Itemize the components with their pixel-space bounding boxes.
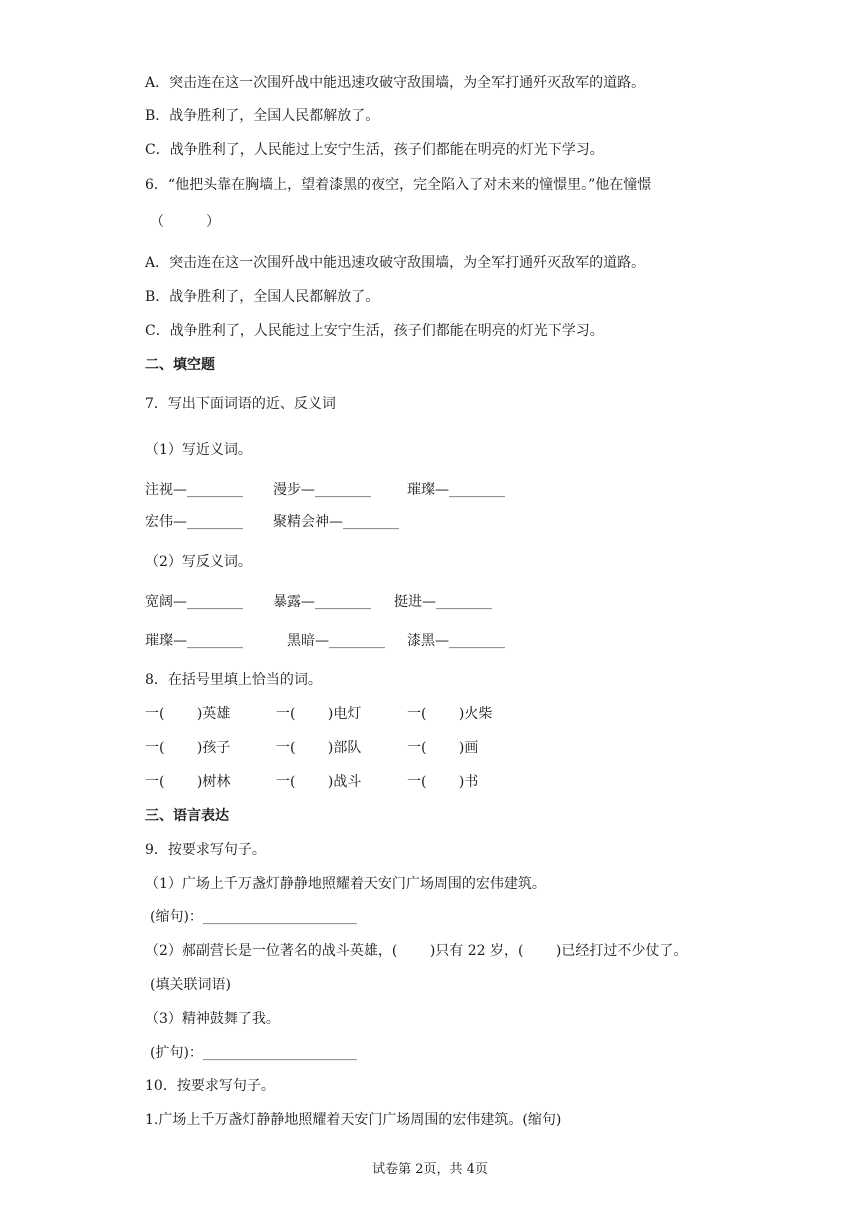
q5-option-c: C．战争胜利了，人民能过上安宁生活，孩子们都能在明亮的灯光下学习。 (145, 142, 604, 158)
q7-antonym: 暴露—________ (273, 594, 371, 610)
q9-part1-answer: (缩句)：______________________ (150, 909, 357, 925)
q8-item: 一( )书 (407, 774, 479, 790)
section-3-title: 三、语言表达 (145, 808, 229, 824)
q8-item: 一( )孩子 (145, 740, 231, 756)
q7-antonym: 璀璨—________ (145, 633, 243, 649)
q10-item1: 1.广场上千万盏灯静静地照耀着天安门广场周围的宏伟建筑。(缩句) (145, 1112, 562, 1128)
q6-option-a: A．突击连在这一次围歼战中能迅速攻破守敌围墙，为全军打通歼灭敌军的道路。 (145, 255, 646, 271)
q8-item: 一( )英雄 (145, 706, 231, 722)
q7-antonym: 宽阔—________ (145, 594, 243, 610)
q7-synonym: 聚精会神—________ (273, 514, 399, 530)
q8-item: 一( )部队 (276, 740, 362, 756)
q7-antonym: 黑暗—________ (287, 633, 385, 649)
q6-blank: （ ） (150, 214, 220, 230)
page-footer: 试卷第 2页，共 4页 (372, 1162, 488, 1177)
q7-synonym: 漫步—________ (273, 482, 371, 498)
q6-option-b: B．战争胜利了，全国人民都解放了。 (145, 289, 380, 305)
q8-item: 一( )火柴 (407, 706, 493, 722)
q10-stem: 10．按要求写句子。 (145, 1078, 275, 1094)
q9-part3-answer: (扩句)：______________________ (150, 1045, 357, 1061)
q9-part2-note: (填关联词语) (150, 977, 231, 993)
q9-part1: （1）广场上千万盏灯静静地照耀着天安门广场周围的宏伟建筑。 (145, 876, 546, 892)
q8-item: 一( )电灯 (276, 706, 362, 722)
q8-item: 一( )画 (407, 740, 479, 756)
q7-synonym: 璀璨—________ (407, 482, 505, 498)
q9-part3: （3）精神鼓舞了我。 (145, 1011, 280, 1027)
q7-antonym: 漆黑—________ (407, 633, 505, 649)
q7-synonym: 宏伟—________ (145, 514, 243, 530)
section-2-title: 二、填空题 (145, 357, 215, 373)
q9-stem: 9．按要求写句子。 (145, 842, 266, 858)
q6-option-c: C．战争胜利了，人民能过上安宁生活，孩子们都能在明亮的灯光下学习。 (145, 323, 604, 339)
q7-antonym: 挺进—________ (394, 594, 492, 610)
q7-stem: 7．写出下面词语的近、反义词 (145, 396, 336, 412)
q8-item: 一( )树林 (145, 774, 231, 790)
q6-stem: 6．“他把头靠在胸墙上，望着漆黑的夜空，完全陷入了对未来的憧憬里。”他在憧憬 (145, 177, 652, 193)
q8-stem: 8．在括号里填上恰当的词。 (145, 672, 322, 688)
q7-part2: （2）写反义词。 (145, 554, 252, 570)
q7-part1: （1）写近义词。 (145, 442, 252, 458)
q5-option-a: A．突击连在这一次围歼战中能迅速攻破守敌围墙，为全军打通歼灭敌军的道路。 (145, 75, 646, 91)
q9-part2: （2）郝副营长是一位著名的战斗英雄，( )只有 22 岁，( )已经打过不少仗了。 (145, 943, 688, 959)
q8-item: 一( )战斗 (276, 774, 362, 790)
q5-option-b: B．战争胜利了，全国人民都解放了。 (145, 108, 380, 124)
q7-synonym: 注视—________ (145, 482, 243, 498)
